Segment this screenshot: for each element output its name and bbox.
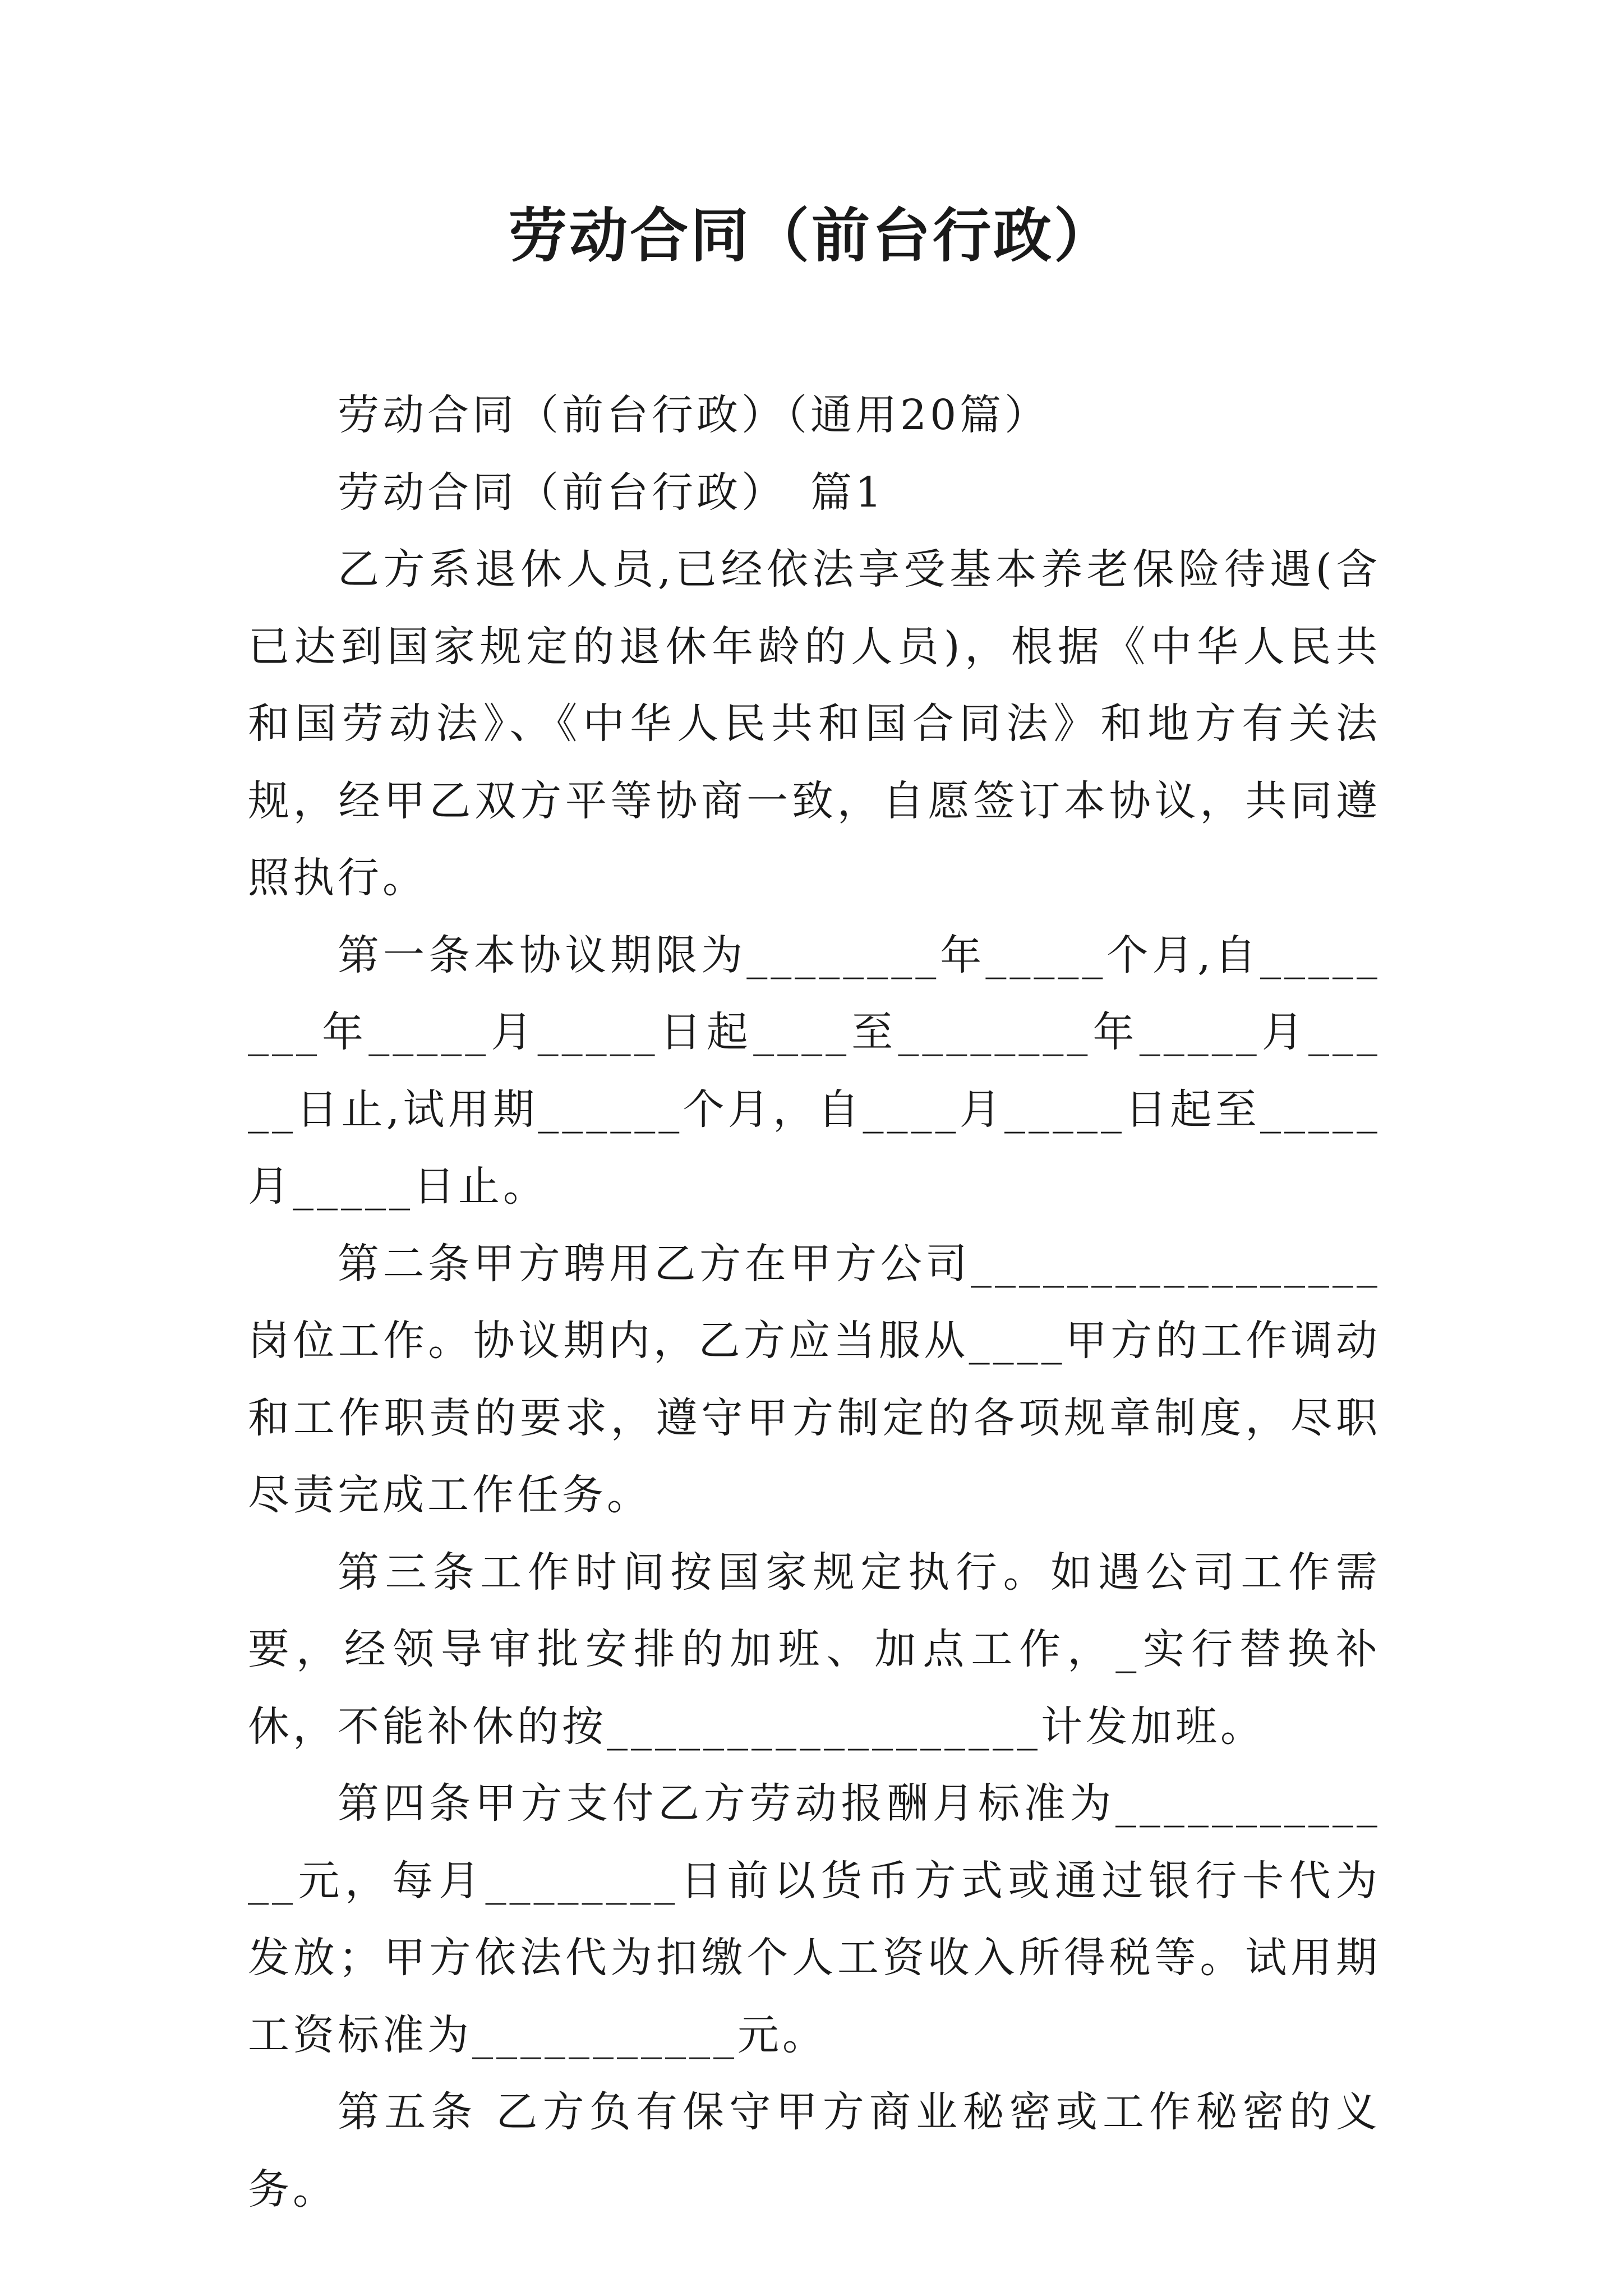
paragraph-article-2: 第二条甲方聘用乙方在甲方公司_________________岗位工作。协议期内，乙方应当服从____甲方的工作调动和工作职责的要求，遵守甲方制定的各项规章制度，尽职尽责完成工作任务。 [248,1239,1381,1519]
document-title: 劳动合同（前台行政） [508,201,1114,270]
paragraph-article-5: 第五条 乙方负有保守甲方商业秘密或工作秘密的义务。 [248,2088,1381,2214]
paragraph-article-3: 第三条工作时间按国家规定执行。如遇公司工作需要，经领导审批安排的加班、加点工作，_实行替换补休，不能补休的按__________________计发加班。 [248,1548,1381,1751]
document-subtitle: 劳动合同（前台行政）（通用20篇） [338,391,1050,439]
paragraph-article-1: 第一条本协议期限为________年_____个月,自________年_____月_____日起____至________年_____月_____日止,试用期______个月，自____月_____日起至_____月_____日止。 [248,931,1381,1211]
section-heading: 劳动合同（前台行政） 篇1 [338,468,886,517]
paragraph-preamble: 乙方系退休人员,已经依法享受基本养老保险待遇(含已达到国家规定的退休年龄的人员)，根据《中华人民共和国劳动法》、《中华人民共和国合同法》和地方有关法规，经甲乙双方平等协商一致，自愿签订本协议，共同遵照执行。 [248,545,1381,902]
paragraph-article-4: 第四条甲方支付乙方劳动报酬月标准为_____________元，每月________日前以货币方式或通过银行卡代为发放；甲方依法代为扣缴个人工资收入所得税等。试用期工资标准为___________元。 [248,1779,1381,2059]
document-body [248,377,1381,2228]
